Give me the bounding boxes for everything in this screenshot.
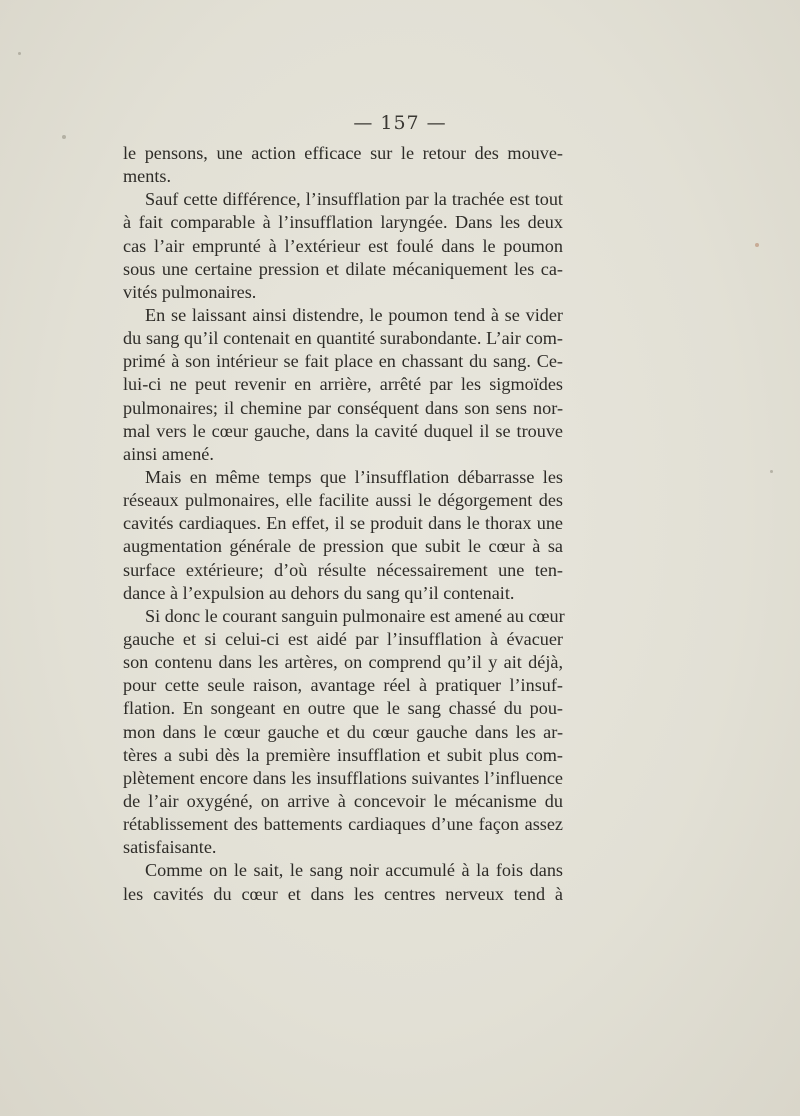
text-line: réseaux pulmonaires, elle facilite aussi le dégorgement des [123,490,563,511]
text-line: à fait comparable à l’insufflation laryngée. Dans les deux [123,212,563,233]
text-line: dance à l’expulsion au dehors du sang qu’il contenait. [123,582,515,603]
text-line: lui-ci ne peut revenir en arrière, arrêté par les sigmoïdes [123,374,563,395]
text-line: tères a subi dès la première insufflation et subit plus com- [123,744,563,765]
page-number-header: — 157 — [353,112,447,134]
text-line: plètement encore dans les insufflations suivantes l’influence [123,767,563,788]
text-line: son contenu dans les artères, on comprend qu’il y ait déjà, [123,652,563,673]
text-line: pour cette seule raison, avantage réel à pratiquer l’insuf- [123,675,563,696]
body-text [123,142,563,906]
text-line: mon dans le cœur gauche et du cœur gauche dans les ar- [123,721,563,742]
paper-speck [755,243,759,247]
text-line: Si donc le courant sanguin pulmonaire est amené au cœur [145,605,565,626]
text-line: Mais en même temps que l’insufflation débarrasse les [145,466,563,487]
text-line: cas l’air emprunté à l’extérieur est foulé dans le poumon [123,235,563,256]
text-line: flation. En songeant en outre que le sang chassé du pou- [123,698,563,719]
text-line: satisfaisante. [123,837,217,858]
text-line: surface extérieure; d’où résulte nécessairement une ten- [123,559,563,580]
paper-speck [62,135,66,139]
text-line: Sauf cette différence, l’insufflation par la trachée est tout [145,189,563,210]
paper-speck [18,52,21,55]
text-line: gauche et si celui-ci est aidé par l’insufflation à évacuer [123,628,563,649]
text-line: du sang qu’il contenait en quantité surabondante. L’air com- [123,328,563,349]
text-line: mal vers le cœur gauche, dans la cavité duquel il se trouve [123,420,563,441]
paper-speck [770,470,773,473]
text-line: de l’air oxygéné, on arrive à concevoir le mécanisme du [123,790,563,811]
text-line: les cavités du cœur et dans les centres nerveux tend à [123,883,563,904]
text-line: cavités cardiaques. En effet, il se produit dans le thorax une [123,513,563,534]
text-line: En se laissant ainsi distendre, le poumon tend à se vider [145,304,563,325]
text-line: le pensons, une action efficace sur le retour des mouve- [123,143,563,163]
text-line: vités pulmonaires. [123,281,257,302]
text-line: primé à son intérieur se fait place en chassant du sang. Ce- [123,351,563,372]
text-line: augmentation générale de pression que subit le cœur à sa [123,536,563,557]
text-line: ainsi amené. [123,443,214,464]
text-line: ments. [123,166,171,187]
text-line: Comme on le sait, le sang noir accumulé à la fois dans [145,860,563,881]
text-line: rétablissement des battements cardiaques d’une façon assez [123,814,563,835]
text-line: sous une certaine pression et dilate mécaniquement les ca- [123,258,563,279]
text-line: pulmonaires; il chemine par conséquent dans son sens nor- [123,397,563,418]
